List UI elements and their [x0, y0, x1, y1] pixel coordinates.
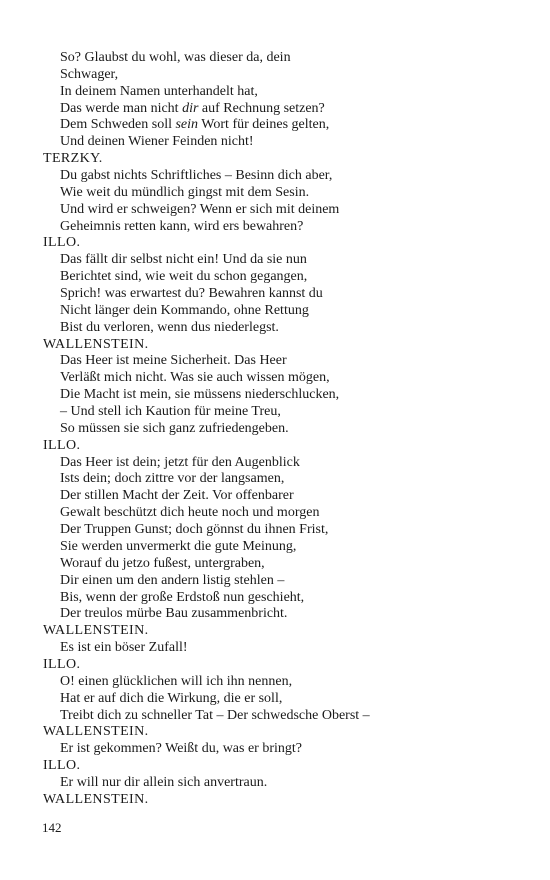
verse-line: [43, 353, 523, 370]
line-text: ILLO.: [43, 758, 81, 774]
speaker-name: [43, 657, 523, 674]
verse-line: [43, 708, 523, 725]
line-text: Berichtet sind, wie weit du schon gegangen,: [60, 269, 308, 285]
verse-line: [43, 286, 523, 303]
drama-text: [43, 50, 523, 809]
verse-line: [43, 269, 523, 286]
speaker-name: [43, 151, 523, 168]
line-text: Schwager,: [60, 66, 119, 82]
verse-line: [43, 606, 523, 623]
verse-line: [43, 505, 523, 522]
verse-line: [43, 387, 523, 404]
verse-line: [43, 219, 523, 236]
line-text: Und wird er schweigen? Wenn er sich mit deinem: [60, 201, 340, 217]
verse-line: [43, 640, 523, 657]
verse-line: [43, 691, 523, 708]
verse-line: [43, 168, 523, 185]
line-text: ILLO.: [43, 235, 81, 251]
line-text: Nicht länger dein Kommando, ohne Rettung: [60, 302, 309, 318]
line-text: Sie werden unvermerkt die gute Meinung,: [60, 538, 297, 554]
line-text: Die Macht ist mein, sie müssens niederschlucken,: [60, 387, 340, 403]
line-text: Gewalt beschützt dich heute noch und morgen: [60, 505, 320, 521]
line-text: So? Glaubst du wohl, was dieser da, dein: [60, 50, 291, 65]
line-text: – Und stell ich Kaution für meine Treu,: [60, 404, 281, 420]
line-text: Geheimnis retten kann, wird ers bewahren?: [60, 218, 304, 234]
verse-line: [43, 539, 523, 556]
verse-line: [43, 185, 523, 202]
line-text: Das Heer ist dein; jetzt für den Augenblick: [60, 454, 300, 470]
verse-line: [43, 471, 523, 488]
verse-line: [43, 320, 523, 337]
line-text: Das Heer ist meine Sicherheit. Das Heer: [60, 353, 287, 369]
verse-line: [43, 556, 523, 573]
line-text: Dir einen um den andern listig stehlen –: [60, 572, 285, 588]
speaker-name: [43, 792, 523, 809]
page-number: 142: [42, 820, 62, 835]
verse-line: [43, 252, 523, 269]
verse-line: [43, 370, 523, 387]
verse-line: [43, 488, 523, 505]
line-text: Und deinen Wiener Feinden nicht!: [60, 134, 254, 150]
verse-line: [43, 404, 523, 421]
verse-line: [43, 590, 523, 607]
line-text: WALLENSTEIN.: [43, 724, 149, 740]
line-text: auf Rechnung setzen?: [198, 100, 325, 116]
verse-line: [43, 50, 523, 67]
line-text: Der stillen Macht der Zeit. Vor offenbarer: [60, 488, 294, 504]
line-text: Hat er auf dich die Wirkung, die er soll,: [60, 690, 283, 706]
line-text: O! einen glücklichen will ich ihn nennen,: [60, 673, 293, 689]
line-text: WALLENSTEIN.: [43, 791, 149, 807]
emphasis-text: sein: [175, 117, 199, 133]
line-text: Der treulos mürbe Bau zusammenbricht.: [60, 606, 288, 622]
line-text: Treibt dich zu schneller Tat – Der schwedsche Oberst –: [60, 707, 370, 723]
line-text: ILLO.: [43, 656, 81, 672]
line-text: Es ist ein böser Zufall!: [60, 640, 188, 656]
verse-line: [43, 101, 523, 118]
line-text: Bist du verloren, wenn dus niederlegst.: [60, 319, 279, 335]
verse-line: [43, 455, 523, 472]
verse-line: [43, 573, 523, 590]
line-text: Worauf du jetzo fußest, untergraben,: [60, 555, 265, 571]
verse-line: [43, 674, 523, 691]
line-text: Dem Schweden soll: [60, 117, 176, 133]
speaker-name: [43, 337, 523, 354]
speaker-name: [43, 758, 523, 775]
speaker-name: [43, 724, 523, 741]
line-text: Verläßt mich nicht. Was sie auch wissen mögen,: [60, 370, 330, 386]
verse-line: [43, 303, 523, 320]
line-text: Das werde man nicht: [60, 100, 183, 116]
verse-line: [43, 522, 523, 539]
speaker-name: [43, 623, 523, 640]
line-text: WALLENSTEIN.: [43, 336, 149, 352]
line-text: ILLO.: [43, 437, 81, 453]
verse-line: [43, 741, 523, 758]
speaker-name: [43, 438, 523, 455]
line-text: Der Truppen Gunst; doch gönnst du ihnen Frist,: [60, 522, 329, 538]
line-text: WALLENSTEIN.: [43, 623, 149, 639]
verse-line: [43, 775, 523, 792]
emphasis-text: dir: [182, 100, 199, 116]
verse-line: [43, 134, 523, 151]
verse-line: [43, 84, 523, 101]
line-text: Bis, wenn der große Erdstoß nun geschieht,: [60, 589, 305, 605]
line-text: TERZKY.: [43, 151, 103, 167]
line-text: Du gabst nichts Schriftliches – Besinn dich aber,: [60, 168, 333, 184]
line-text: Das fällt dir selbst nicht ein! Und da sie nun: [60, 252, 307, 268]
line-text: In deinem Namen unterhandelt hat,: [60, 83, 258, 99]
verse-line: [43, 421, 523, 438]
line-text: Er ist gekommen? Weißt du, was er bringt?: [60, 741, 302, 757]
verse-line: [43, 202, 523, 219]
line-text: Sprich! was erwartest du? Bewahren kannst du: [60, 286, 323, 302]
verse-line: [43, 117, 523, 134]
line-text: Wort für deines gelten,: [198, 117, 330, 133]
verse-line: [43, 67, 523, 84]
line-text: Ists dein; doch zittre vor der langsamen,: [60, 471, 285, 487]
line-text: Wie weit du mündlich gingst mit dem Sesin.: [60, 184, 310, 200]
speaker-name: [43, 235, 523, 252]
line-text: So müssen sie sich ganz zufriedengeben.: [60, 420, 289, 436]
line-text: Er will nur dir allein sich anvertraun.: [60, 774, 268, 790]
